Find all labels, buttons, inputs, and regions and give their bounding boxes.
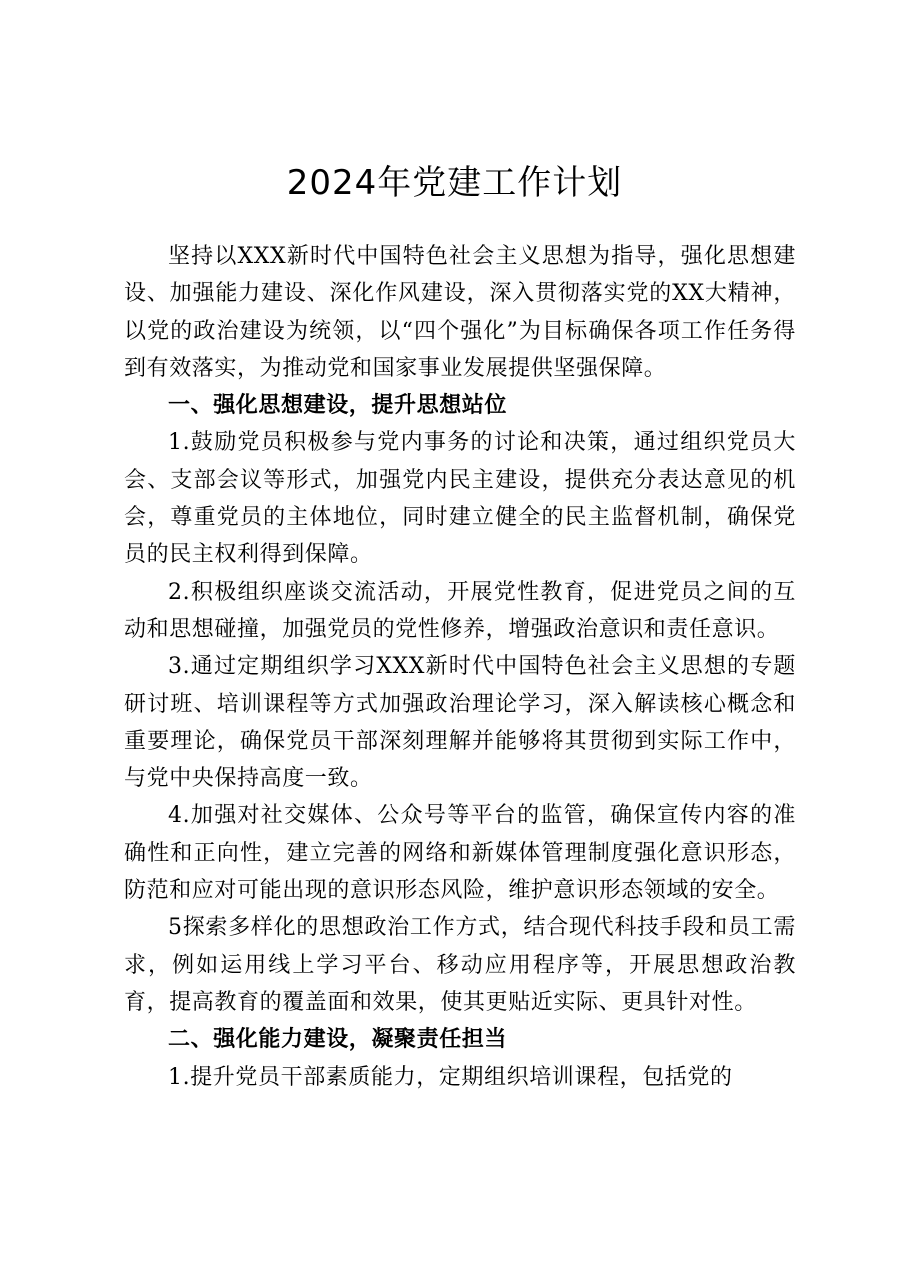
document-body [124, 238, 796, 1096]
section1-item-4: 4.加强对社交媒体、公众号等平台的监管，确保宣传内容的准确性和正向性，建立完善的网络和新媒体管理制度强化意识形态，防范和应对可能出现的意识形态风险，维护意识形态领域的安全。 [124, 803, 796, 904]
document-title: 2024年党建工作计划 [286, 163, 623, 203]
section1-item-5: 5探索多样化的思想政治工作方式，结合现代科技手段和员工需求，例如运用线上学习平台、移动应用程序等，开展思想政治教育，提高教育的覆盖面和效果，使其更贴近实际、更具针对性。 [124, 915, 796, 1015]
section-heading-2: 二、强化能力建设，凝聚责任担当 [168, 1027, 508, 1053]
intro-paragraph: 坚持以XXX新时代中国特色社会主义思想为指导，强化思想建设、加强能力建设、深化作风建设，深入贯彻落实党的XX大精神，以党的政治建设为统领，以“四个强化”为目标确保各项工作任务得到有效落实，为推动党和国家事业发展提供坚强保障。 [124, 244, 796, 381]
section-heading-1: 一、强化思想建设，提升思想站位 [168, 393, 508, 419]
section1-item-1: 1.鼓励党员积极参与党内事务的讨论和决策，通过组织党员大会、支部会议等形式，加强党内民主建设，提供充分表达意见的机会，尊重党员的主体地位，同时建立健全的民主监督机制，确保党员的民主权利得到保障。 [124, 430, 796, 568]
section2-item-1: 1.提升党员干部素质能力，定期组织培训课程，包括党的 [168, 1064, 733, 1090]
section1-item-2: 2.积极组织座谈交流活动，开展党性教育，促进党员之间的互动和思想碰撞，加强党员的党性修养，增强政治意识和责任意识。 [124, 579, 796, 642]
section1-item-3: 3.通过定期组织学习XXX新时代中国特色社会主义思想的专题研讨班、培训课程等方式加强政治理论学习，深入解读核心概念和重要理论，确保党员干部深刻理解并能够将其贯彻到实际工作中，与党中央保持高度一致。 [124, 654, 796, 792]
